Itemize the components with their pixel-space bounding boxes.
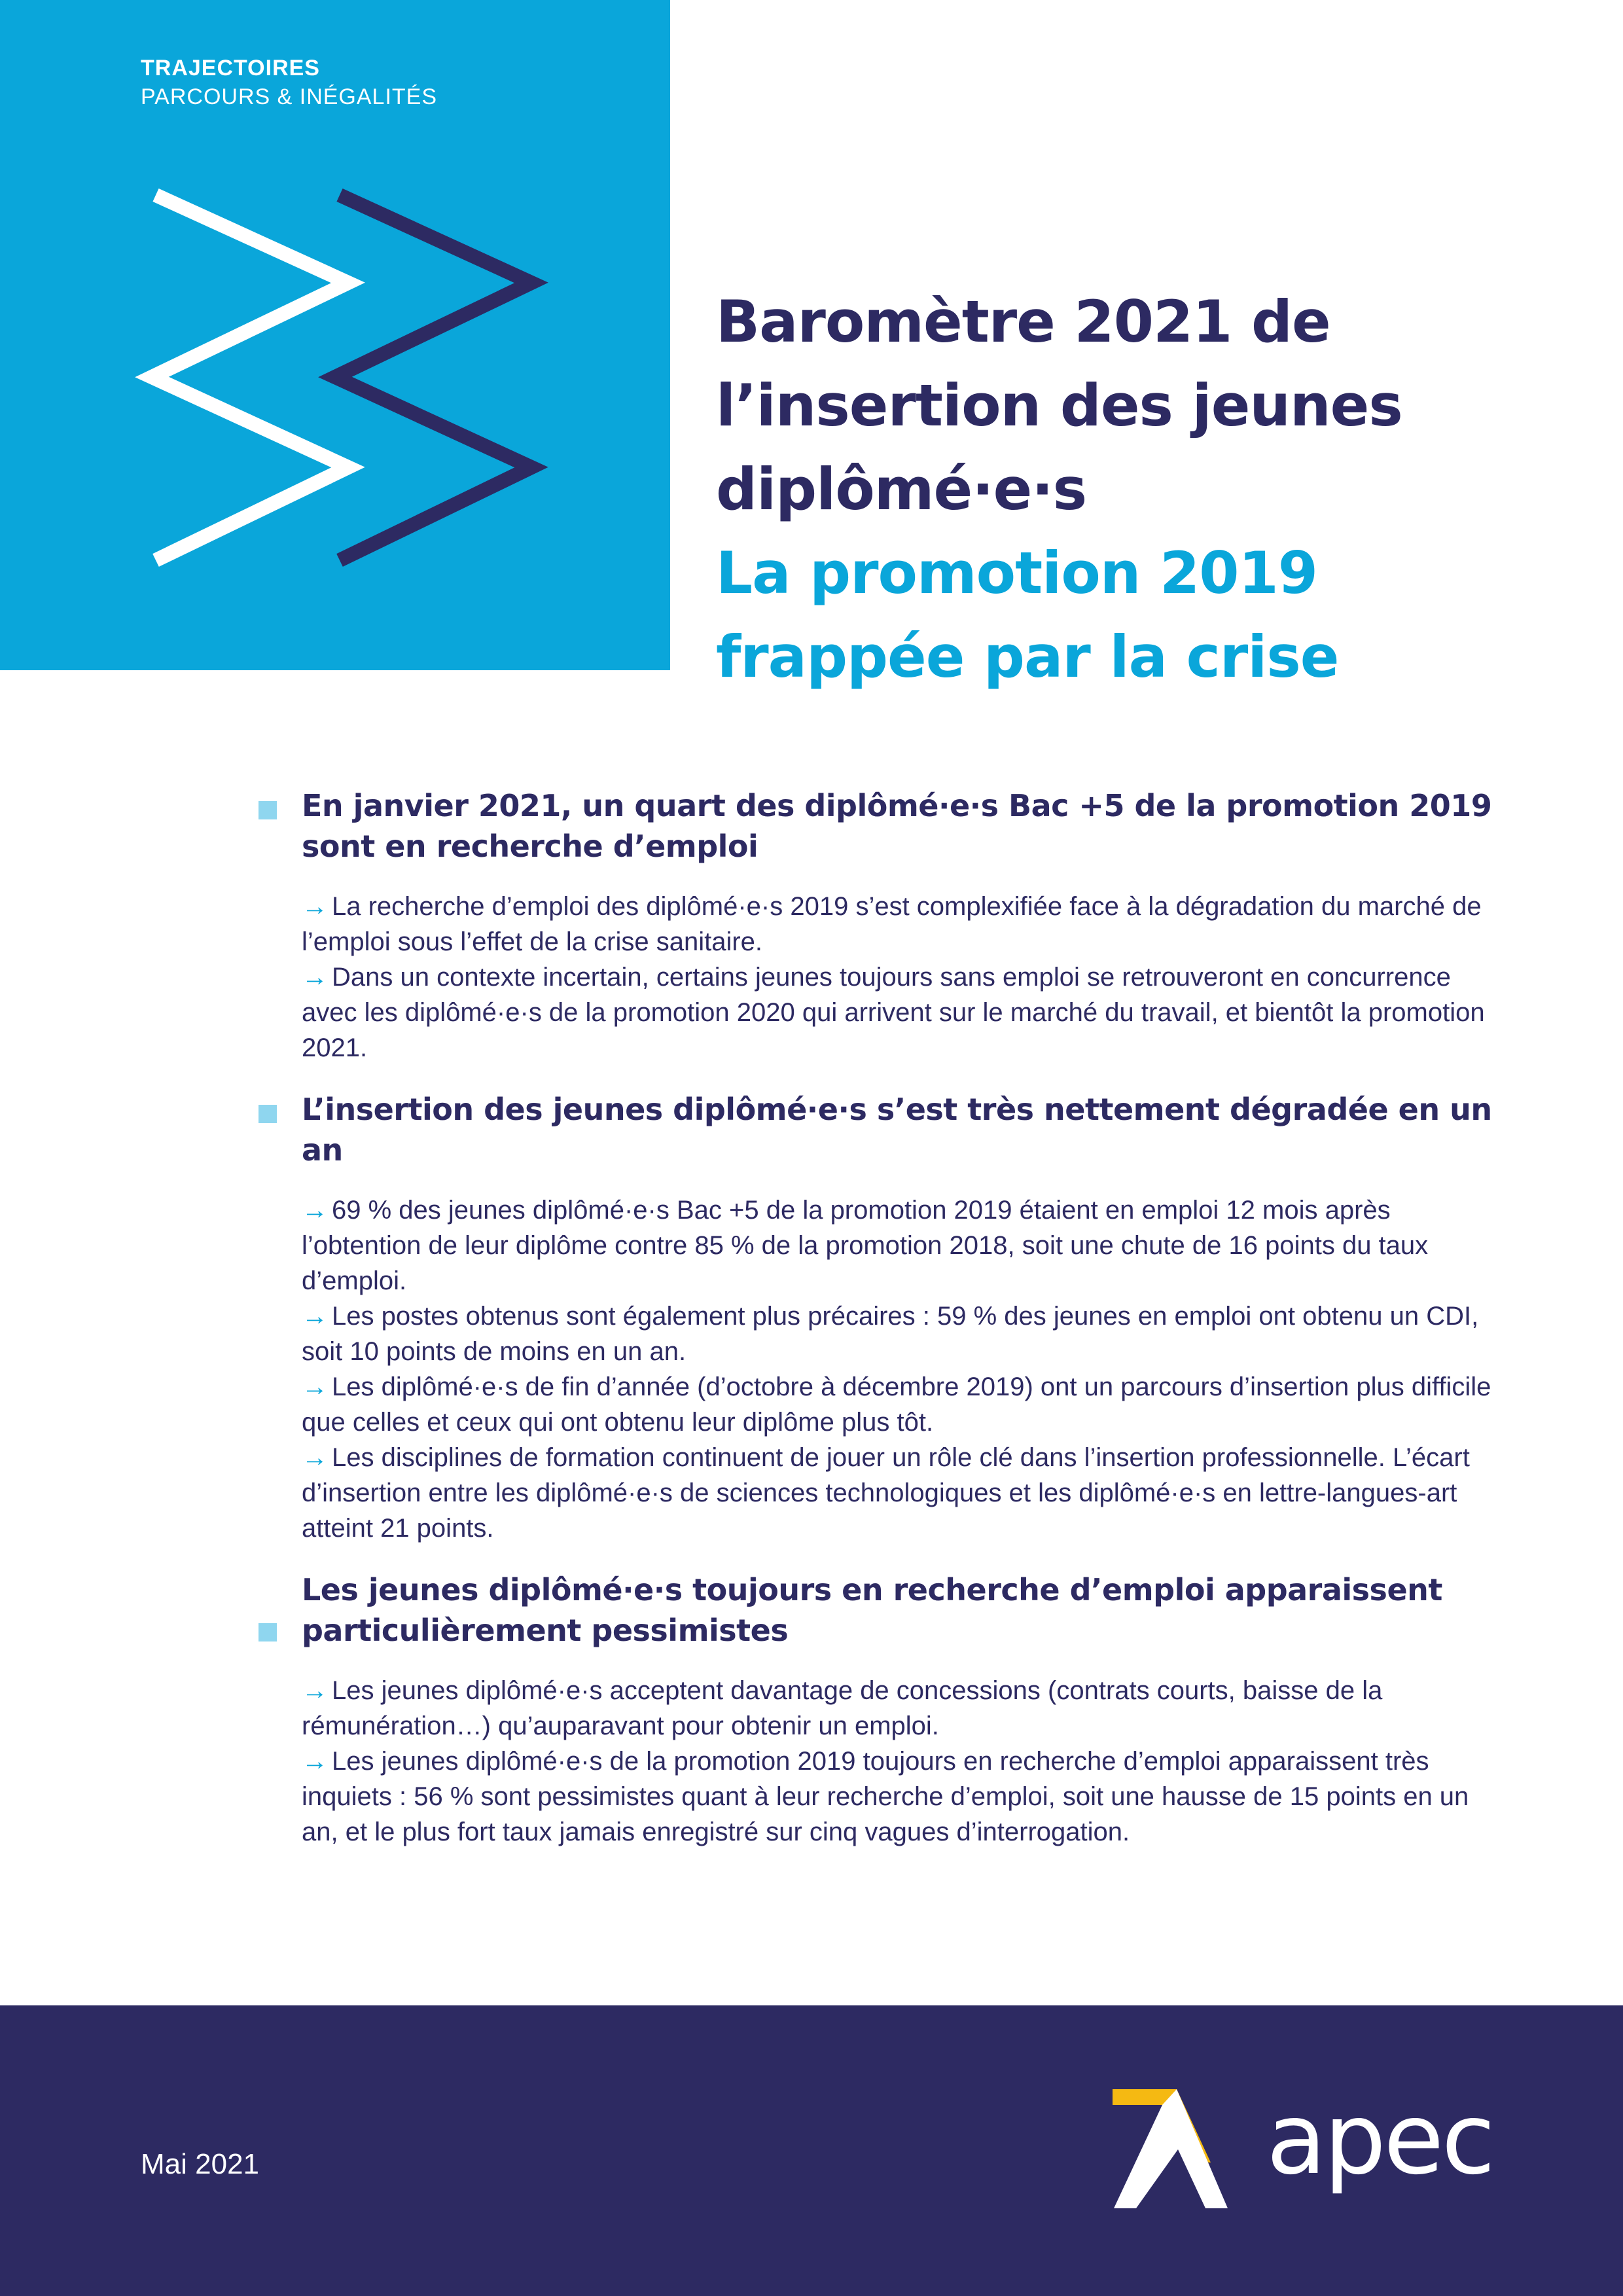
arrow-right-icon: →	[302, 1676, 328, 1705]
section-heading: L’insertion des jeunes diplômé·e·s s’est très nettement dégradée en un an	[302, 1092, 1492, 1168]
section-body	[302, 889, 1502, 1066]
finding-point	[302, 1299, 1493, 1369]
arrow-right-icon: →	[302, 1372, 328, 1401]
finding-point	[302, 1369, 1493, 1440]
square-bullet-icon	[259, 1105, 277, 1123]
square-bullet-icon	[259, 801, 277, 819]
finding-point-text: Les diplômé·e·s de fin d’année (d’octobre à décembre 2019) ont un parcours d’insertion plus difficile que celles et ceux qui ont obtenu leur diplôme plus tôt.	[302, 1372, 1491, 1437]
page-title	[716, 280, 1586, 699]
finding-section	[259, 785, 1502, 1066]
section-body	[302, 1673, 1502, 1850]
finding-point-text: Les disciplines de formation continuent de jouer un rôle clé dans l’insertion professionnelle. L’écart d’insertion entre les diplômé·e·s de sciences technologiques et les diplômé·e·s en lettre-langues-art atteint 21 points.	[302, 1443, 1470, 1543]
finding-point-text: Les jeunes diplômé·e·s de la promotion 2019 toujours en recherche d’emploi apparaissent très inquiets : 56 % sont pessimistes quant à leur recherche d’emploi, soit une hausse de 15 points en un an, et le plus fort taux jamais enregistré sur cinq vagues d’interrogation.	[302, 1747, 1469, 1846]
arrow-right-icon: →	[302, 1747, 328, 1776]
section-heading: En janvier 2021, un quart des diplômé·e·s Bac +5 de la promotion 2019 sont en recherche d’emploi	[302, 788, 1492, 864]
arrow-right-icon: →	[302, 1302, 328, 1331]
hero-block	[0, 0, 670, 670]
section-heading: Les jeunes diplômé·e·s toujours en recherche d’emploi apparaissent particulièrement pessimistes	[302, 1572, 1442, 1648]
apec-logo-icon	[1099, 2084, 1250, 2221]
title-main-line: Baromètre 2021 de	[716, 288, 1330, 355]
finding-point-text: Dans un contexte incertain, certains jeunes toujours sans emploi se retrouveront en concurrence avec les diplômé·e·s de la promotion 2020 qui arrivent sur le marché du travail, et bientôt la promotion 2021.	[302, 963, 1485, 1062]
key-findings	[259, 785, 1502, 1873]
finding-point	[302, 1744, 1493, 1850]
title-main-line: diplômé·e·s	[716, 456, 1087, 523]
title-main-line: l’insertion des jeunes	[716, 372, 1402, 439]
finding-section	[259, 1089, 1502, 1546]
arrow-right-icon: →	[302, 892, 328, 921]
apec-logo-text: apec	[1266, 2083, 1493, 2197]
white-zigzag	[152, 195, 348, 560]
finding-point-text: Les postes obtenus sont également plus précaires : 59 % des jeunes en emploi ont obtenu un CDI, soit 10 points de moins en un an.	[302, 1302, 1479, 1366]
finding-point	[302, 1193, 1493, 1299]
finding-point-text: La recherche d’emploi des diplômé·e·s 2019 s’est complexifiée face à la dégradation du marché de l’emploi sous l’effet de la crise sanitaire.	[302, 892, 1482, 956]
arrow-right-icon: →	[302, 1196, 328, 1225]
chevron-zigzag-icon	[0, 0, 670, 670]
finding-section	[259, 1570, 1502, 1850]
finding-point	[302, 1673, 1493, 1744]
finding-point	[302, 889, 1493, 960]
title-subtitle-line: frappée par la crise	[716, 623, 1339, 691]
footer	[0, 2005, 1623, 2296]
section-body	[302, 1193, 1502, 1546]
square-bullet-icon	[259, 1623, 277, 1641]
navy-zigzag	[335, 195, 531, 560]
arrow-right-icon: →	[302, 1443, 328, 1472]
series-subtitle: PARCOURS & INÉGALITÉS	[141, 84, 438, 109]
series-title: TRAJECTOIRES	[141, 56, 320, 81]
logo-white-shape	[1114, 2089, 1228, 2208]
finding-point-text: 69 % des jeunes diplômé·e·s Bac +5 de la promotion 2019 étaient en emploi 12 mois après l’obtention de leur diplôme contre 85 % de la promotion 2018, soit une chute de 16 points du taux d’emploi.	[302, 1196, 1429, 1295]
title-subtitle-line: La promotion 2019	[716, 539, 1317, 607]
finding-point	[302, 1440, 1493, 1546]
publication-date: Mai 2021	[141, 2148, 260, 2180]
finding-point-text: Les jeunes diplômé·e·s acceptent davantage de concessions (contrats courts, baisse de la rémunération…) qu’auparavant pour obtenir un emploi.	[302, 1676, 1383, 1740]
arrow-right-icon: →	[302, 963, 328, 992]
finding-point	[302, 960, 1493, 1066]
